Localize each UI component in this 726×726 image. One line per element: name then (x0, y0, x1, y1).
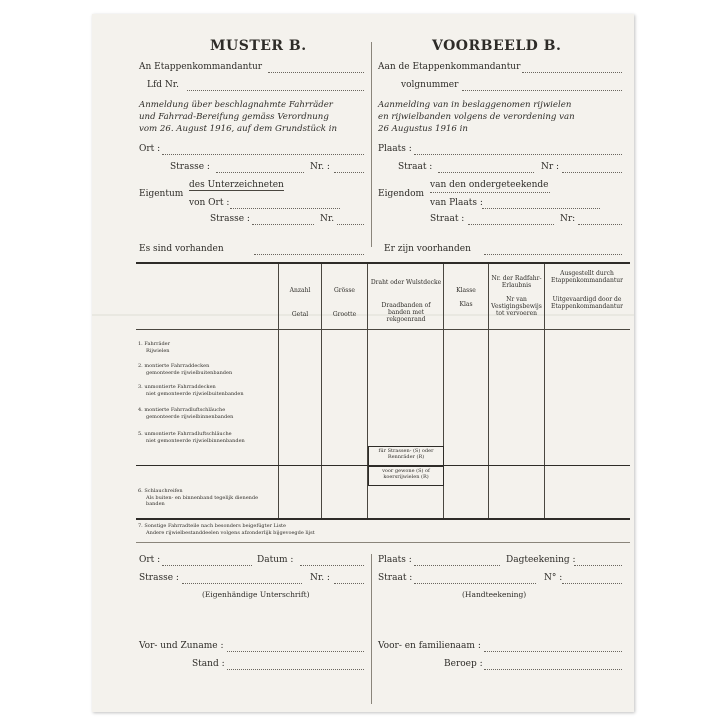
loc-de-strasse-blank (216, 172, 304, 173)
owner-de-nr-blank (337, 224, 364, 225)
table-col-line-6 (544, 264, 545, 518)
note-box-de: für Strassen- (S) oder Rennräder (R) (378, 448, 434, 460)
row6-nl: Als buiten- en binnenband tegelijk dienende banden (146, 495, 259, 507)
intro-nl-1: Aanmelding van in beslaggenomen rijwielen (378, 100, 572, 110)
note-box-nl: voor gewone (S) of koersrijwielen (R) (382, 468, 430, 480)
row5-de: 5. unmontierte Fahrradluftschläuche (138, 431, 232, 437)
address-nl-line2-blank (462, 90, 622, 91)
address-de-line1-blank (268, 72, 364, 73)
address-nl-line1: Aan de Etappenkommandantur (378, 62, 521, 72)
name-de: Vor- und Zuname : (139, 641, 224, 651)
th-draht-nl: Draadbanden of banden met rekgoenrand (381, 302, 431, 323)
th-groesse-nl: Grootte (332, 311, 357, 318)
sig-nl-dag-blank (574, 565, 622, 566)
row2-de: 2. montierte Fahrraddecken (138, 363, 210, 369)
table-header-rule (136, 329, 630, 330)
owner-de-nr: Nr. (320, 214, 335, 224)
th-ausgestellt-nl: Uitgevaardigd door de Etappenkommandantur (551, 296, 623, 310)
loc-nl-straat-blank (438, 172, 534, 173)
th-erlaubnis-de: Nr. der Radfahr-Erlaubnis (491, 275, 542, 289)
loc-nl-nr-blank (562, 172, 622, 173)
stand-de-blank (227, 669, 364, 670)
table-col-line-5 (488, 264, 489, 518)
intro-nl-2: en rijwielbanden volgens de verordening van (378, 112, 575, 122)
stand-de: Stand : (192, 659, 225, 669)
th-ausgestellt-de: Ausgestellt durch Etappenkommandantur (551, 270, 623, 284)
owner-nl-van-blank (430, 192, 550, 193)
row7-de: 7. Sonstige Fahrradteile nach besonders beigefügter Liste (138, 523, 287, 529)
loc-de-nr: Nr. : (310, 162, 330, 172)
available-nl-blank (484, 254, 622, 255)
row4-nl: gemonteerde rijwielbinnenbanden (146, 414, 234, 420)
row4-de: 4. montierte Fahrradluftschläuche (138, 407, 226, 413)
loc-de-nr-blank (334, 172, 364, 173)
sig-de-datum-blank (300, 565, 364, 566)
row7-rule (136, 542, 630, 543)
table-top-rule (136, 262, 630, 264)
sig-nl-straat: Straat : (378, 573, 413, 583)
owner-de-vonort-blank (230, 208, 340, 209)
available-nl: Er zijn voorhanden (384, 244, 471, 254)
th-klasse-nl: Klas (459, 301, 473, 308)
center-divider-top (371, 42, 372, 247)
row1-nl: Rijwielen (146, 348, 170, 354)
sig-nl-plaats-blank (414, 565, 500, 566)
owner-de-vonort: von Ort : (189, 198, 230, 208)
loc-nl-nr: Nr : (541, 162, 560, 172)
sig-de-strasse: Strasse : (139, 573, 179, 583)
loc-de-ort: Ort : (139, 144, 161, 154)
beroep-nl: Beroep : (444, 659, 483, 669)
owner-nl-straat: Straat : (430, 214, 465, 224)
loc-de-ort-blank (162, 154, 364, 155)
sig-de-nr: Nr. : (310, 573, 330, 583)
loc-nl-straat: Straat : (398, 162, 433, 172)
owner-de-eigentum: Eigentum (139, 189, 184, 199)
sig-nl-label: (Handteekening) (462, 590, 527, 599)
name-de-blank (227, 651, 364, 652)
name-nl: Voor- en familienaam : (378, 641, 481, 651)
address-nl-line1-blank (522, 72, 622, 73)
loc-nl-plaats-blank (414, 154, 622, 155)
sig-de-ort-blank (162, 565, 252, 566)
sig-nl-straat-blank (414, 583, 536, 584)
center-divider-bottom (371, 554, 372, 704)
sig-nl-plaats: Plaats : (378, 555, 412, 565)
row7-nl: Andere rijwielbestanddeelen volgens afzonderlijk bijgevoegde lijst (146, 530, 315, 536)
beroep-nl-blank (484, 669, 622, 670)
th-draht-de: Draht oder Wulstdecke (370, 279, 442, 286)
sig-nl-nr: N° : (544, 573, 563, 583)
intro-nl-3: 26 Augustus 1916 in (378, 124, 468, 134)
name-nl-blank (484, 651, 622, 652)
intro-de-2: und Fahrrad-Bereifung gemäss Verordnung (139, 112, 329, 122)
form-sheet (92, 14, 634, 712)
intro-de-3: vom 26. August 1916, auf dem Grundstück in (139, 124, 338, 134)
row6-de: 6. Schlauchreifen (138, 488, 183, 494)
row3-nl: niet gemonteerde rijwielbuitenbanden (146, 391, 244, 397)
sig-nl-dag: Dagteekening : (506, 555, 576, 565)
sig-de-datum: Datum : (257, 555, 294, 565)
row2-nl: gemonteerde rijwielbuitenbanden (146, 370, 233, 376)
owner-nl-eigendom: Eigendom (378, 189, 425, 199)
intro-de-1: Anmeldung über beschlagnahmte Fahrräder (139, 100, 333, 110)
sig-de-ort: Ort : (139, 555, 161, 565)
table-col-line-2 (321, 264, 322, 518)
th-anzahl-de: Anzahl (289, 287, 311, 294)
row5-nl: niet gemonteerde rijwielbinnenbanden (146, 438, 245, 444)
row3-de: 3. unmontierte Fahrraddecken (138, 384, 216, 390)
owner-de-strasse-blank (252, 224, 314, 225)
table-col-line-1 (278, 264, 279, 518)
th-erlaubnis-nl: Nr van Vestigingsbewijs tot vervoeren (491, 296, 542, 317)
loc-de-strasse: Strasse : (170, 162, 210, 172)
title-nl: VOORBEELD B. (432, 38, 562, 54)
available-de-blank (254, 254, 364, 255)
address-de-line1: An Etappenkommandantur (139, 62, 263, 72)
owner-nl-van: van den ondergeteekende (430, 180, 549, 190)
sig-de-label: (Eigenhändige Unterschrift) (202, 590, 310, 599)
title-de: MUSTER B. (210, 38, 307, 54)
sig-de-nr-blank (334, 583, 364, 584)
sig-nl-nr-blank (562, 583, 622, 584)
owner-nl-vanplaats-blank (482, 208, 600, 209)
loc-nl-plaats: Plaats : (378, 144, 412, 154)
address-nl-line2: volgnummer (401, 80, 459, 90)
owner-nl-nr: Nr: (560, 214, 576, 224)
th-anzahl-nl: Getal (291, 311, 309, 318)
th-groesse-de: Grösse (334, 287, 355, 294)
owner-nl-straat-blank (468, 224, 554, 225)
address-de-line2: Lfd Nr. (147, 80, 179, 90)
sig-de-strasse-blank (182, 583, 302, 584)
owner-nl-nr-blank (578, 224, 622, 225)
table-bottom-rule (136, 518, 630, 520)
owner-de-des: des Unterzeichneten (189, 180, 284, 190)
row1-de: 1. Fahrräder (138, 341, 171, 347)
owner-de-strasse: Strasse : (210, 214, 250, 224)
address-de-line2-blank (187, 90, 364, 91)
available-de: Es sind vorhanden (139, 244, 224, 254)
th-klasse-de: Klasse (456, 287, 476, 294)
owner-nl-vanplaats: van Plaats : (430, 198, 483, 208)
